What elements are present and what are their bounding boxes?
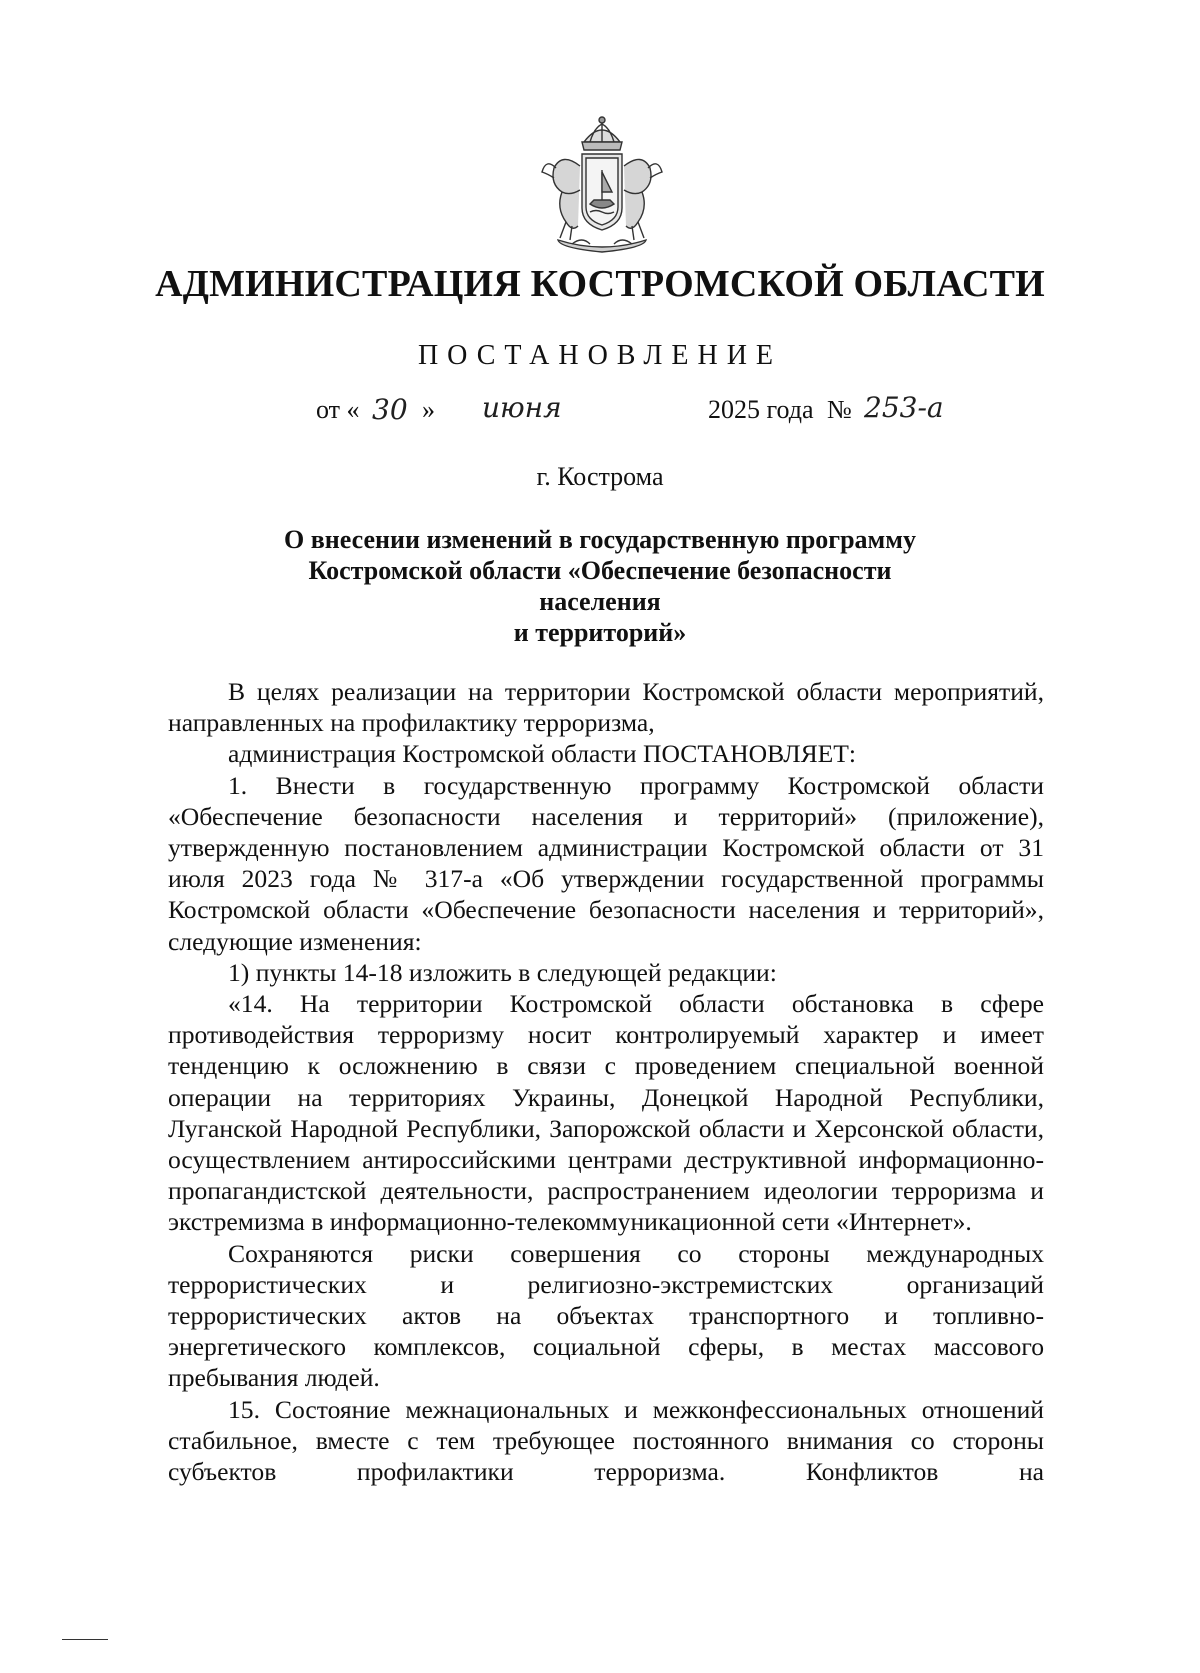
number-prefix: № [827,395,852,424]
subject-line: О внесении изменений в государственную программу [284,525,916,554]
document-subject [250,524,950,648]
date-day-handwritten: 30 [372,393,408,426]
body-paragraph: В целях реализации на территории Костромской области мероприятий, направленных на профилактику терроризма, [168,677,1044,738]
date-year: 2025 года [708,395,814,424]
coat-of-arms-emblem [532,112,672,262]
date-day-close: » [422,395,435,424]
body-paragraph: 1. Внести в государственную программу Костромской области «Обеспечение безопасности населения и территорий» (приложение), утвержденную постановлением администрации Костромской области от 31 июля 2023 года № 317-а «Об утверждении государственной программы Костромской области «Обеспечение безопасности населения и территорий», следующие изменения: [168,770,1044,956]
body-paragraph: 1) пункты 14-18 изложить в следующей редакции: [228,957,777,987]
footer-divider [62,1639,108,1640]
date-prefix: от « [316,395,360,424]
date-line [0,391,1200,445]
city: г. Кострома [536,462,664,491]
document-number-handwritten: 253-а [864,391,944,424]
document-body [168,676,1044,1487]
subject-line: и территорий» [513,618,687,647]
body-paragraph: 15. Состояние межнациональных и межконфессиональных отношений стабильное, вместе с тем требующее постоянного внимания со стороны субъектов профилактики терроризма. Конфликтов на [168,1394,1044,1487]
body-paragraph: администрация Костромской области ПОСТАНОВЛЯЕТ: [228,739,857,769]
date-month-handwritten: июня [482,391,562,424]
coat-of-arms-icon [532,112,672,262]
subject-line: Костромской области «Обеспечение безопасности населения [308,556,892,616]
organization-title: АДМИНИСТРАЦИЯ КОСТРОМСКОЙ ОБЛАСТИ [155,263,1045,305]
body-paragraph: Сохраняются риски совершения со стороны международных террористических и религиозно-экстремистских организаций террористических актов на объектах транспортного и топливно-энергетического комплексов, социальной сферы, в местах массового пребывания людей. [168,1238,1044,1393]
document-type: ПОСТАНОВЛЕНИЕ [417,340,783,371]
body-paragraph: «14. На территории Костромской области обстановка в сфере противодействия терроризму носит контролируемый характер и имеет тенденцию к осложнению в связи с проведением специальной военной операции на территориях Украины, Донецкой Народной Республики, Луганской Народной Республики, Запорожской области и Херсонской области, осуществлением антироссийскими центрами деструктивной информационно-пропагандистской деятельности, распространением идеологии терроризма и экстремизма в информационно-телекоммуникационной сети «Интернет». [168,989,1044,1237]
